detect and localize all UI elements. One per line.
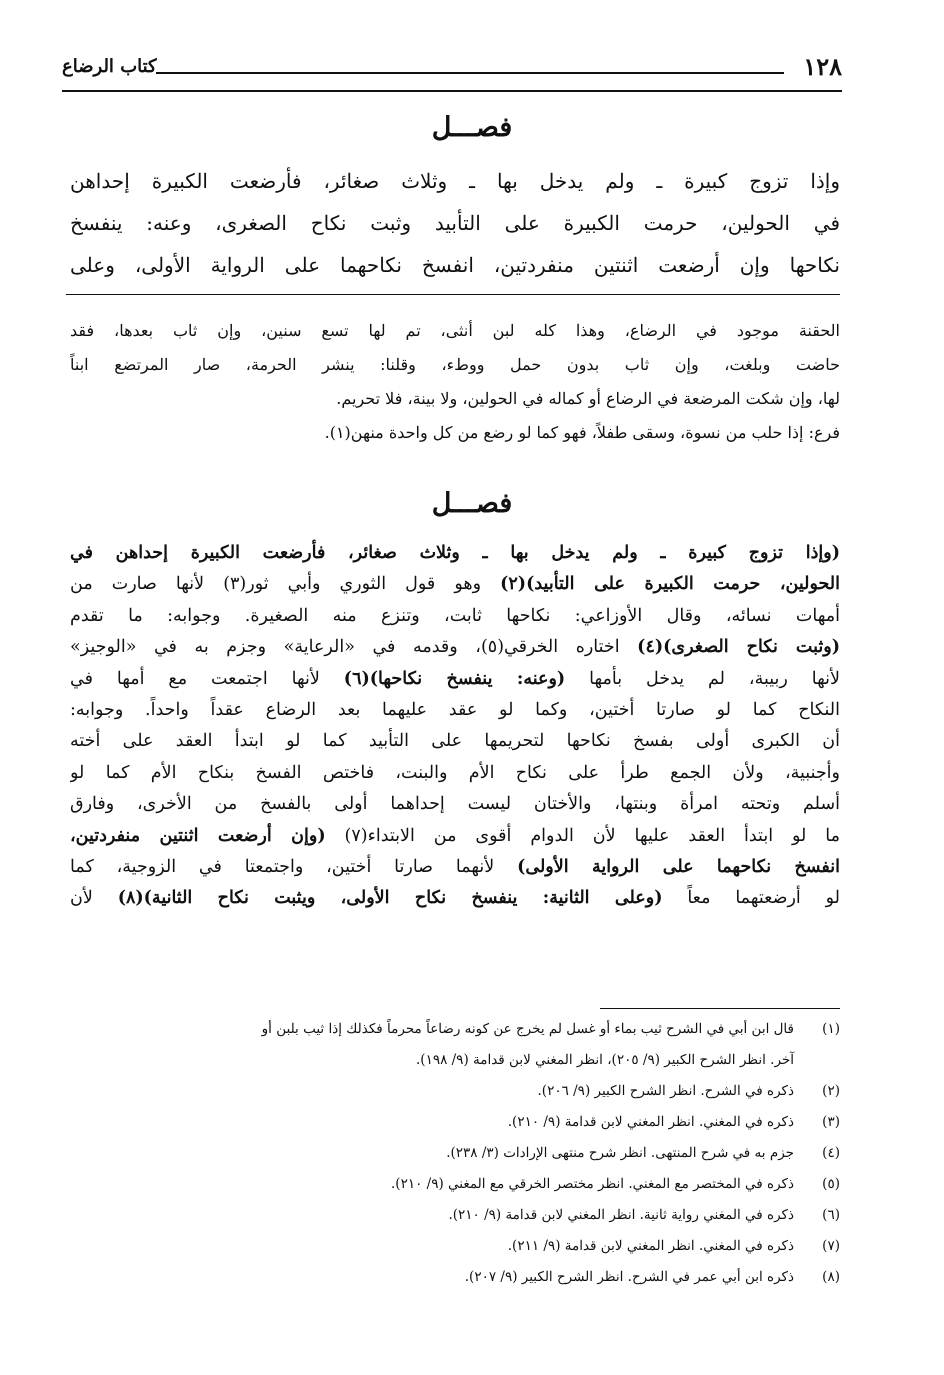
running-header [62,52,842,92]
footnote-text: جزم به في شرح المنتهى. انظر شرح منتهى الإرادات (٣/ ٢٣٨). [446,1145,794,1161]
matn-quote: (وعلى الثانية: ينفسخ نكاح الأولى، ويثبت نكاح الثانية)(٨) [117,888,663,909]
footnote [64,1076,840,1107]
page-number: ١٢٨ [803,52,842,81]
footnotes [64,1014,840,1293]
matn-line: وإذا تزوج كبيرة ـ ولم يدخل بها ـ وثلاث صغائر، فأرضعت الكبيرة إحداهن [70,169,840,193]
footnote-number: (٧) [822,1238,840,1254]
matn-quote: (وإن أرضعت اثنتين منفردتين، [70,825,326,846]
matn-text [70,160,840,286]
sharh-text [70,538,840,915]
sharh-segment: لأن [70,888,118,909]
sharh-line [70,821,840,852]
footnote-number: (٤) [822,1145,840,1161]
matn-quote: (وثبت نكاح الصغرى)(٤) [637,637,840,658]
footnote-number: (١) [822,1021,840,1037]
footnote-text: ذكره في المغني. انظر المغني لابن قدامة (٩/ ٢١١). [507,1238,794,1254]
footnote-text: قال ابن أبي في الشرح ثيب بماء أو غسل لم يخرج عن كونه رضاعاً محرماً فكذلك إذا ثيب بلبن أو [261,1021,794,1037]
footnote-text: ذكره في الشرح. انظر الشرح الكبير (٩/ ٢٠٦). [537,1083,794,1099]
commentary-line: حاضت وبلغت، وإن ثاب بدون حمل ووطء، وقلنا: ينشر الحرمة، صار المرتضع ابناً [70,355,840,374]
section-heading: فصـــل [431,488,513,519]
continued-commentary [70,314,840,450]
footnote-number: (٢) [822,1083,840,1099]
footnote [64,1262,840,1293]
sharh-line [70,632,840,663]
footnote [64,1107,840,1138]
footnote [64,1138,840,1169]
footnote-continuation: آخر. انظر الشرح الكبير (٩/ ٢٠٥)، انظر المغني لابن قدامة (٩/ ١٩٨). [416,1052,794,1068]
sharh-segment: ما لو ابتدأ العقد عليها لأن الدوام أقوى من الابتداء(٧) [325,825,840,846]
sharh-line: النكاح كما لو صارتا أختين، وكما لو عقد عليهما بعد الرضاع عقداً واحداً. وجوابه: [70,699,840,720]
sharh-segment: لأنها اجتمعت مع أمها في [70,668,344,689]
sharh-line [70,569,840,600]
footnote-number: (٣) [822,1114,840,1130]
matn-line: نكاحها وإن أرضعت اثنتين منفردتين، انفسخ نكاحهما على الرواية الأولى، وعلى [70,253,840,277]
sharh-segment: لأنها ربيبة، لم يدخل بأمها [565,668,840,689]
footnote-rule [600,1008,840,1009]
sharh-line [70,664,840,695]
sharh-line: أن الكبرى أولى بفسخ نكاحها لتحريمها على التأبيد كما لو ابتدأ العقد على أخته [70,731,840,752]
footnote-text: ذكره في المغني. انظر المغني لابن قدامة (٩/ ٢١٠). [507,1114,794,1130]
footnote [64,1169,840,1200]
matn-quote: الحولين، حرمت الكبيرة على التأبيد)(٢) [500,574,840,595]
matn-quote: (وعنه: ينفسخ نكاحها)(٦) [343,668,566,689]
matn-quote: انفسخ نكاحهما على الرواية الأولى) [517,856,840,877]
sharh-line: وأجنبية، ولأن الجمع طرأ على نكاح الأم والبنت، فاختص الفسخ بنكاح الأم كما لو [70,762,840,783]
footnote-number: (٦) [822,1207,840,1223]
footnote-number: (٨) [822,1269,840,1285]
section-heading: فصـــل [431,112,513,143]
sharh-line: أمهات نسائه، وقال الأوزاعي: نكاحها ثابت، وتنزع منه الصغيرة. وجوابه: ما تقدم [70,605,840,626]
footnote [64,1014,840,1045]
commentary-line: الحقنة موجود في الرضاع، وهذا كله لبن أنثى، تم لها تسع سنين، وإن ثاب بعدها، فقد [70,321,840,340]
matn-line: في الحولين، حرمت الكبيرة على التأبيد وثبت نكاح الصغرى، وعنه: ينفسخ [70,211,840,235]
separator-rule [66,294,840,295]
footnote [64,1200,840,1231]
sharh-line [70,883,840,914]
sharh-line: (وإذا تزوج كبيرة ـ ولم يدخل بها ـ وثلاث صغائر، فأرضعت الكبيرة إحداهن في [70,543,840,563]
sharh-line [70,852,840,883]
sharh-segment: اختاره الخرقي(٥)، وقدمه في «الرعاية» وجزم به في «الوجيز» [70,637,638,658]
header-underline [62,90,842,92]
header-rule [156,72,784,74]
chapter-title: كتاب الرضاع [62,56,157,77]
sharh-segment: لو أرضعتهما معاً [662,888,840,909]
footnote-number: (٥) [822,1176,840,1192]
commentary-line: لها، وإن شكت المرضعة في الرضاع أو كماله في الحولين، ولا بينة، فلا تحريم. [336,389,840,408]
footnote-text: ذكره في المغني رواية ثانية. انظر المغني لابن قدامة (٩/ ٢١٠). [448,1207,794,1223]
branch-note: فرع: إذا حلب من نسوة، وسقى طفلاً، فهو كما لو رضع من كل واحدة منهن(١). [324,423,840,442]
sharh-segment: وهو قول الثوري وأبي ثور(٣) لأنها صارت من [70,574,501,595]
footnote-text: ذكره ابن أبي عمر في الشرح. انظر الشرح الكبير (٩/ ٢٠٧). [464,1269,794,1285]
footnote [64,1231,840,1262]
footnote-text: ذكره في المختصر مع المغني. انظر مختصر الخرقي مع المغني (٩/ ٢١٠). [391,1176,794,1192]
sharh-segment: لأنهما صارتا أختين، واجتمعتا في الزوجية، كما [70,856,518,877]
sharh-line: أسلم وتحته امرأة وبنتها، والأختان ليست إحداهما أولى بالفسخ من الأخرى، وفارق [70,794,840,815]
